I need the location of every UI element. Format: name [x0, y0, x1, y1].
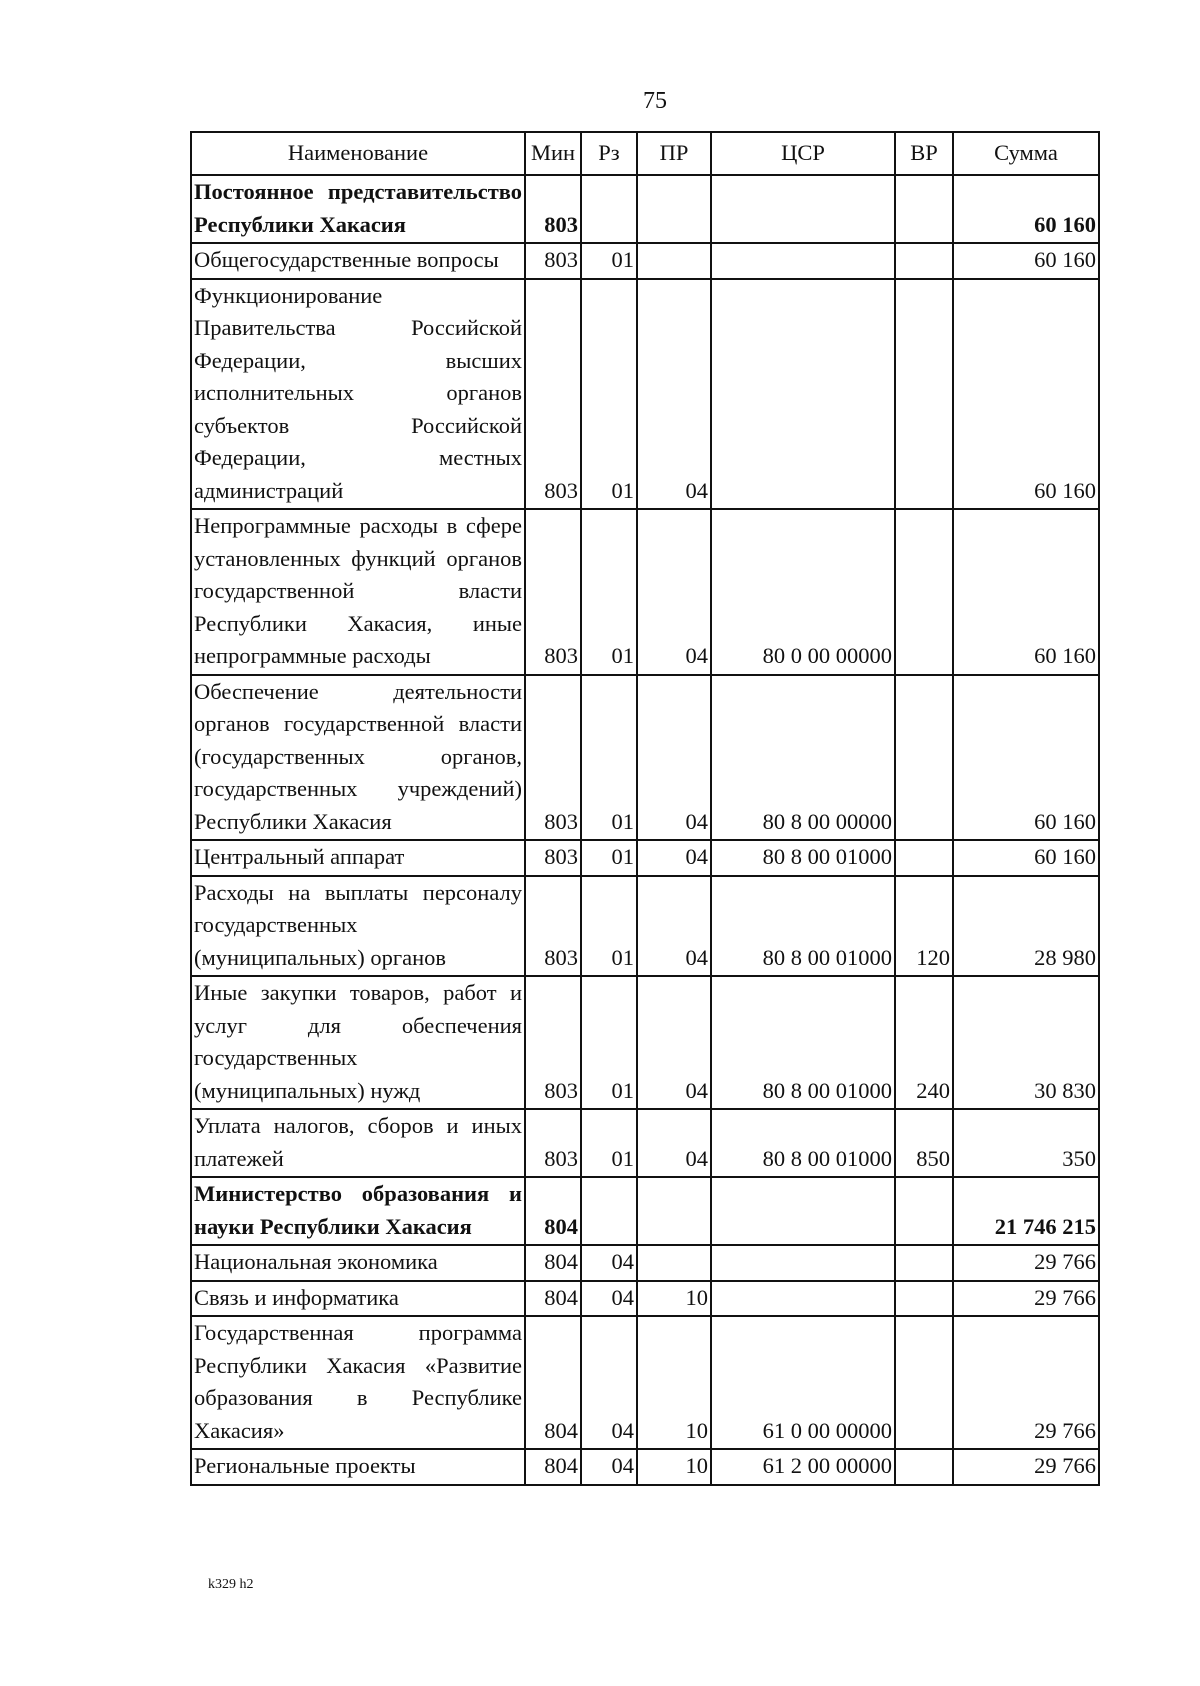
- table-row: [191, 175, 1099, 243]
- cell-sum: 29 766: [953, 1449, 1099, 1485]
- cell-rz: 01: [581, 976, 637, 1109]
- cell-vr: [895, 509, 953, 675]
- cell-sum: 60 160: [953, 840, 1099, 876]
- cell-csr: 80 8 00 01000: [711, 1109, 895, 1177]
- cell-name: Министерство образования и науки Республики Хакасия: [191, 1177, 525, 1245]
- cell-sum: 60 160: [953, 279, 1099, 510]
- cell-sum: 29 766: [953, 1316, 1099, 1449]
- cell-min: 804: [525, 1449, 581, 1485]
- table-body: [191, 175, 1099, 1485]
- cell-vr: [895, 840, 953, 876]
- cell-sum: 28 980: [953, 876, 1099, 977]
- cell-sum: 60 160: [953, 175, 1099, 243]
- cell-rz: 04: [581, 1245, 637, 1281]
- cell-min: 803: [525, 279, 581, 510]
- cell-rz: 01: [581, 243, 637, 279]
- header-pr: ПР: [637, 132, 711, 175]
- table-row: [191, 1245, 1099, 1281]
- cell-vr: [895, 1316, 953, 1449]
- header-min: Мин: [525, 132, 581, 175]
- table-row: [191, 1316, 1099, 1449]
- cell-pr: 04: [637, 1109, 711, 1177]
- cell-csr: [711, 1281, 895, 1317]
- cell-vr: [895, 1281, 953, 1317]
- cell-rz: 04: [581, 1281, 637, 1317]
- cell-min: 804: [525, 1177, 581, 1245]
- cell-min: 804: [525, 1245, 581, 1281]
- cell-vr: [895, 1449, 953, 1485]
- cell-sum: 350: [953, 1109, 1099, 1177]
- cell-sum: 29 766: [953, 1281, 1099, 1317]
- table-row: [191, 1449, 1099, 1485]
- cell-rz: 04: [581, 1449, 637, 1485]
- cell-rz: [581, 175, 637, 243]
- cell-vr: [895, 1177, 953, 1245]
- cell-pr: 10: [637, 1316, 711, 1449]
- cell-csr: 61 0 00 00000: [711, 1316, 895, 1449]
- cell-name: Общегосударственные вопросы: [191, 243, 525, 279]
- cell-csr: [711, 279, 895, 510]
- header-sum: Сумма: [953, 132, 1099, 175]
- cell-csr: 61 2 00 00000: [711, 1449, 895, 1485]
- cell-csr: 80 8 00 01000: [711, 840, 895, 876]
- table-row: [191, 976, 1099, 1109]
- cell-min: 803: [525, 509, 581, 675]
- table-row: [191, 840, 1099, 876]
- cell-pr: 04: [637, 840, 711, 876]
- table-row: [191, 1281, 1099, 1317]
- header-name: Наименование: [191, 132, 525, 175]
- cell-name: Национальная экономика: [191, 1245, 525, 1281]
- cell-csr: [711, 1177, 895, 1245]
- cell-sum: 21 746 215: [953, 1177, 1099, 1245]
- cell-pr: 04: [637, 976, 711, 1109]
- cell-name: Уплата налогов, сборов и иных платежей: [191, 1109, 525, 1177]
- header-csr: ЦСР: [711, 132, 895, 175]
- table-row: [191, 243, 1099, 279]
- cell-name: Центральный аппарат: [191, 840, 525, 876]
- table-row: [191, 675, 1099, 841]
- cell-min: 803: [525, 840, 581, 876]
- cell-name: Непрограммные расходы в сфере установленных функций органов государственной власти Республики Хакасия, иные непрограммные расходы: [191, 509, 525, 675]
- cell-sum: 30 830: [953, 976, 1099, 1109]
- cell-pr: 04: [637, 876, 711, 977]
- cell-rz: [581, 1177, 637, 1245]
- cell-sum: 60 160: [953, 675, 1099, 841]
- page-number: 75: [643, 88, 667, 114]
- header-vr: ВР: [895, 132, 953, 175]
- cell-name: Государственная программа Республики Хакасия «Развитие образования в Республике Хакасия»: [191, 1316, 525, 1449]
- cell-min: 803: [525, 243, 581, 279]
- cell-min: 803: [525, 1109, 581, 1177]
- cell-pr: [637, 243, 711, 279]
- cell-csr: 80 8 00 01000: [711, 876, 895, 977]
- cell-pr: 04: [637, 279, 711, 510]
- cell-pr: 04: [637, 509, 711, 675]
- cell-sum: 60 160: [953, 243, 1099, 279]
- cell-pr: [637, 175, 711, 243]
- cell-min: 804: [525, 1316, 581, 1449]
- table-row: [191, 1109, 1099, 1177]
- cell-csr: [711, 1245, 895, 1281]
- cell-name: Связь и информатика: [191, 1281, 525, 1317]
- cell-rz: 04: [581, 1316, 637, 1449]
- cell-csr: 80 8 00 00000: [711, 675, 895, 841]
- cell-name: Региональные проекты: [191, 1449, 525, 1485]
- cell-csr: [711, 243, 895, 279]
- cell-name: Расходы на выплаты персоналу государственных (муниципальных) органов: [191, 876, 525, 977]
- cell-pr: 10: [637, 1449, 711, 1485]
- cell-name: Обеспечение деятельности органов государственной власти (государственных органов, государственных учреждений) Республики Хакасия: [191, 675, 525, 841]
- cell-vr: [895, 675, 953, 841]
- cell-name: Иные закупки товаров, работ и услуг для обеспечения государственных (муниципальных) нужд: [191, 976, 525, 1109]
- cell-sum: 60 160: [953, 509, 1099, 675]
- cell-rz: 01: [581, 840, 637, 876]
- cell-vr: [895, 279, 953, 510]
- cell-min: 803: [525, 876, 581, 977]
- header-rz: Рз: [581, 132, 637, 175]
- cell-vr: [895, 175, 953, 243]
- cell-csr: [711, 175, 895, 243]
- cell-vr: 120: [895, 876, 953, 977]
- cell-rz: 01: [581, 876, 637, 977]
- table-row: [191, 1177, 1099, 1245]
- cell-rz: 01: [581, 1109, 637, 1177]
- cell-sum: 29 766: [953, 1245, 1099, 1281]
- budget-table: [190, 131, 1100, 1486]
- cell-rz: 01: [581, 675, 637, 841]
- table-header-row: [191, 132, 1099, 175]
- cell-pr: 04: [637, 675, 711, 841]
- cell-min: 803: [525, 175, 581, 243]
- table-row: [191, 279, 1099, 510]
- cell-csr: 80 8 00 01000: [711, 976, 895, 1109]
- cell-vr: [895, 1245, 953, 1281]
- cell-vr: 850: [895, 1109, 953, 1177]
- cell-rz: 01: [581, 509, 637, 675]
- table-row: [191, 876, 1099, 977]
- cell-vr: [895, 243, 953, 279]
- cell-name: Постоянное представительство Республики Хакасия: [191, 175, 525, 243]
- document-code: k329 h2: [208, 1577, 254, 1592]
- cell-pr: [637, 1177, 711, 1245]
- cell-rz: 01: [581, 279, 637, 510]
- cell-pr: 10: [637, 1281, 711, 1317]
- cell-min: 803: [525, 675, 581, 841]
- table-row: [191, 509, 1099, 675]
- cell-min: 803: [525, 976, 581, 1109]
- cell-csr: 80 0 00 00000: [711, 509, 895, 675]
- cell-pr: [637, 1245, 711, 1281]
- cell-min: 804: [525, 1281, 581, 1317]
- cell-name: Функционирование Правительства Российской Федерации, высших исполнительных органов субъектов Российской Федерации, местных администраций: [191, 279, 525, 510]
- cell-vr: 240: [895, 976, 953, 1109]
